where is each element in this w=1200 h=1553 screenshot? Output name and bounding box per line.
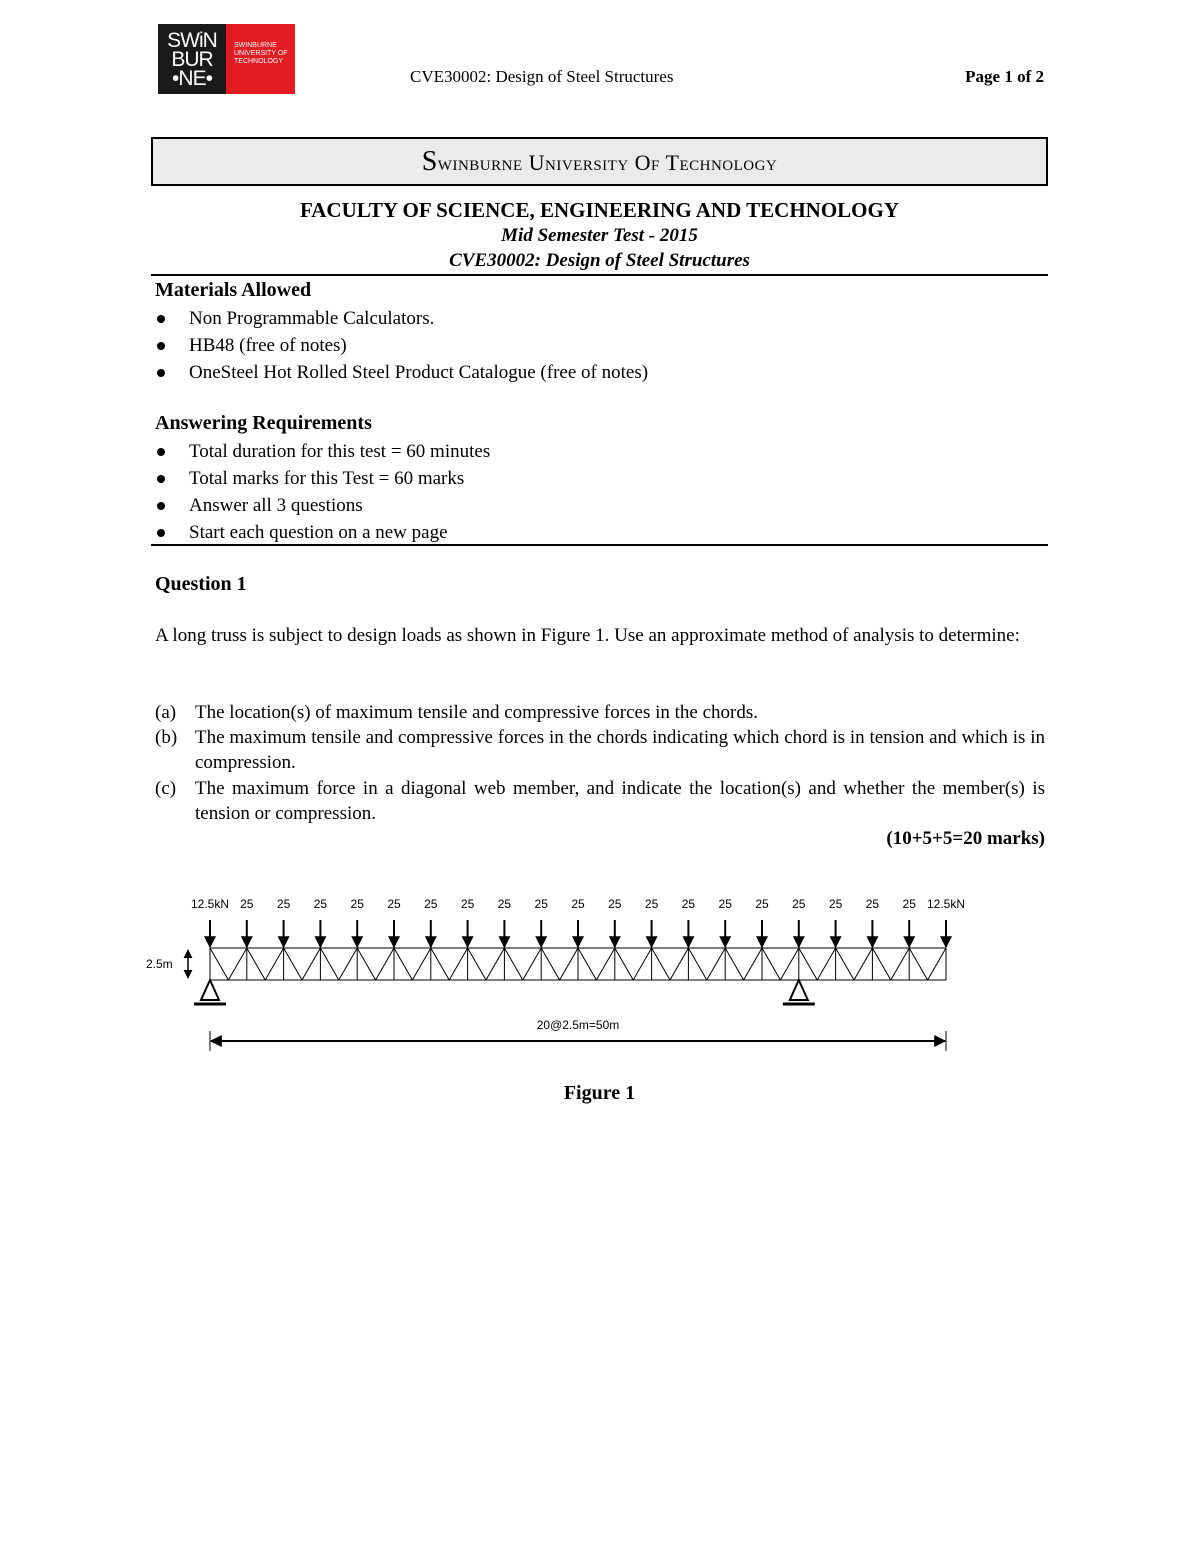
question-part-b bbox=[155, 725, 1045, 775]
list-item: Non Programmable Calculators. bbox=[155, 305, 648, 332]
diagonal-member bbox=[541, 948, 559, 980]
figure-caption: Figure 1 bbox=[563, 1082, 636, 1104]
diagonal-member bbox=[725, 948, 743, 980]
diagonal-member bbox=[247, 948, 265, 980]
requirements-list bbox=[155, 438, 490, 546]
diagonal-member bbox=[210, 948, 228, 980]
height-label: 2.5m bbox=[146, 957, 173, 971]
diagonal-member bbox=[504, 948, 522, 980]
diagonal-member bbox=[486, 948, 504, 980]
course-name: CVE30002: Design of Steel Structures bbox=[449, 250, 750, 271]
load-label: 25 bbox=[792, 897, 806, 911]
diagonal-member bbox=[560, 948, 578, 980]
diagonal-member bbox=[357, 948, 375, 980]
load-label: 25 bbox=[424, 897, 438, 911]
part-label: (b) bbox=[155, 727, 178, 748]
diagonal-member bbox=[265, 948, 283, 980]
list-item: Answer all 3 questions bbox=[155, 492, 490, 519]
list-item: OneSteel Hot Rolled Steel Product Catalogue (free of notes) bbox=[155, 359, 648, 386]
load-label: 25 bbox=[828, 897, 843, 911]
question-heading: Question 1 bbox=[155, 573, 247, 595]
load-label: 25 bbox=[902, 897, 916, 911]
diagonal-member bbox=[394, 948, 412, 980]
logo-side-text bbox=[226, 24, 295, 94]
diagonal-member bbox=[284, 948, 302, 980]
diagonal-member bbox=[780, 948, 798, 980]
load-label: 25 bbox=[313, 897, 328, 911]
diagonal-member bbox=[468, 948, 486, 980]
institution-name: Swinburne University Of Technology bbox=[421, 145, 778, 177]
diagonal-member bbox=[339, 948, 357, 980]
university-logo bbox=[158, 24, 295, 94]
diagonal-member bbox=[449, 948, 467, 980]
question-intro: A long truss is subject to design loads as shown in Figure 1. Use an approximate method of analysis to determine: bbox=[155, 625, 1020, 646]
logo-line-3: •NE• bbox=[172, 66, 212, 90]
load-label: 25 bbox=[240, 897, 254, 911]
span-label: 20@2.5m=50m bbox=[536, 1018, 620, 1032]
diagonal-member bbox=[431, 948, 449, 980]
requirements-heading: Answering Requirements bbox=[155, 412, 372, 434]
diagonal-member bbox=[799, 948, 817, 980]
diagonal-member bbox=[376, 948, 394, 980]
load-label: 25 bbox=[755, 897, 769, 911]
diagonal-member bbox=[412, 948, 430, 980]
question-part-a bbox=[155, 700, 1045, 725]
load-label: 25 bbox=[571, 897, 585, 911]
divider-bottom bbox=[151, 544, 1048, 546]
logo-line-2: BUR bbox=[171, 47, 213, 71]
diagonal-member bbox=[836, 948, 854, 980]
diagonal-member bbox=[891, 948, 909, 980]
load-label: 25 bbox=[608, 897, 622, 911]
part-label: (a) bbox=[155, 702, 177, 723]
test-name: Mid Semester Test - 2015 bbox=[501, 225, 698, 246]
part-text: The maximum tensile and compressive forces in the chords indicating which chord is in tension and which is in compression. bbox=[195, 727, 1045, 773]
diagonal-member bbox=[707, 948, 725, 980]
load-label: 12.5kN bbox=[926, 897, 966, 911]
question-part-c bbox=[155, 776, 1045, 826]
header-page-number: Page 1 of 2 bbox=[965, 67, 1044, 86]
diagonal-member bbox=[596, 948, 614, 980]
logo-side-3: TECHNOLOGY bbox=[234, 58, 284, 65]
list-item: Total duration for this test = 60 minutes bbox=[155, 438, 490, 465]
diagonal-member bbox=[615, 948, 633, 980]
materials-list bbox=[155, 305, 648, 386]
diagonal-member bbox=[744, 948, 762, 980]
load-label: 25 bbox=[644, 897, 659, 911]
load-label: 25 bbox=[718, 897, 732, 911]
logo-wordmark bbox=[158, 24, 226, 94]
header-course-title: CVE30002: Design of Steel Structures bbox=[410, 67, 674, 86]
load-label: 25 bbox=[460, 897, 475, 911]
truss-figure bbox=[140, 880, 1000, 1060]
list-item: Total marks for this Test = 60 marks bbox=[155, 465, 490, 492]
part-text: The maximum force in a diagonal web member, and indicate the location(s) and whether the member(s) is tension or compression. bbox=[195, 778, 1045, 824]
diagonal-member bbox=[670, 948, 688, 980]
load-label: 12.5kN bbox=[190, 897, 230, 911]
load-label: 25 bbox=[497, 897, 512, 911]
diagonal-member bbox=[320, 948, 338, 980]
support-triangle bbox=[201, 980, 219, 1000]
materials-heading: Materials Allowed bbox=[155, 279, 312, 301]
logo-side-2: UNIVERSITY OF bbox=[234, 50, 288, 57]
list-item: Start each question on a new page bbox=[155, 519, 490, 546]
diagonal-member bbox=[523, 948, 541, 980]
diagonal-member bbox=[909, 948, 927, 980]
load-label: 25 bbox=[276, 897, 291, 911]
diagonal-member bbox=[633, 948, 651, 980]
divider-top bbox=[151, 274, 1048, 276]
diagonal-member bbox=[688, 948, 706, 980]
list-item: HB48 (free of notes) bbox=[155, 332, 648, 359]
logo-side-1: SWINBURNE bbox=[234, 42, 277, 49]
load-label: 25 bbox=[534, 897, 548, 911]
diagonal-member bbox=[928, 948, 946, 980]
part-label: (c) bbox=[155, 778, 177, 799]
diagonal-member bbox=[302, 948, 320, 980]
diagonal-member bbox=[652, 948, 670, 980]
question-marks: (10+5+5=20 marks) bbox=[886, 828, 1045, 849]
diagonal-member bbox=[872, 948, 890, 980]
diagonal-member bbox=[817, 948, 835, 980]
diagonal-member bbox=[228, 948, 246, 980]
diagonal-member bbox=[854, 948, 872, 980]
faculty-title: FACULTY OF SCIENCE, ENGINEERING AND TECHNOLOGY bbox=[300, 198, 899, 222]
diagonal-member bbox=[762, 948, 780, 980]
load-label: 25 bbox=[681, 897, 696, 911]
load-label: 25 bbox=[387, 897, 401, 911]
load-label: 25 bbox=[350, 897, 364, 911]
load-label: 25 bbox=[865, 897, 880, 911]
diagonal-member bbox=[578, 948, 596, 980]
logo-line-1: SWiN bbox=[167, 28, 217, 52]
institution-banner bbox=[151, 137, 1048, 186]
support-triangle bbox=[790, 980, 808, 1000]
part-text: The location(s) of maximum tensile and compressive forces in the chords. bbox=[195, 702, 758, 723]
